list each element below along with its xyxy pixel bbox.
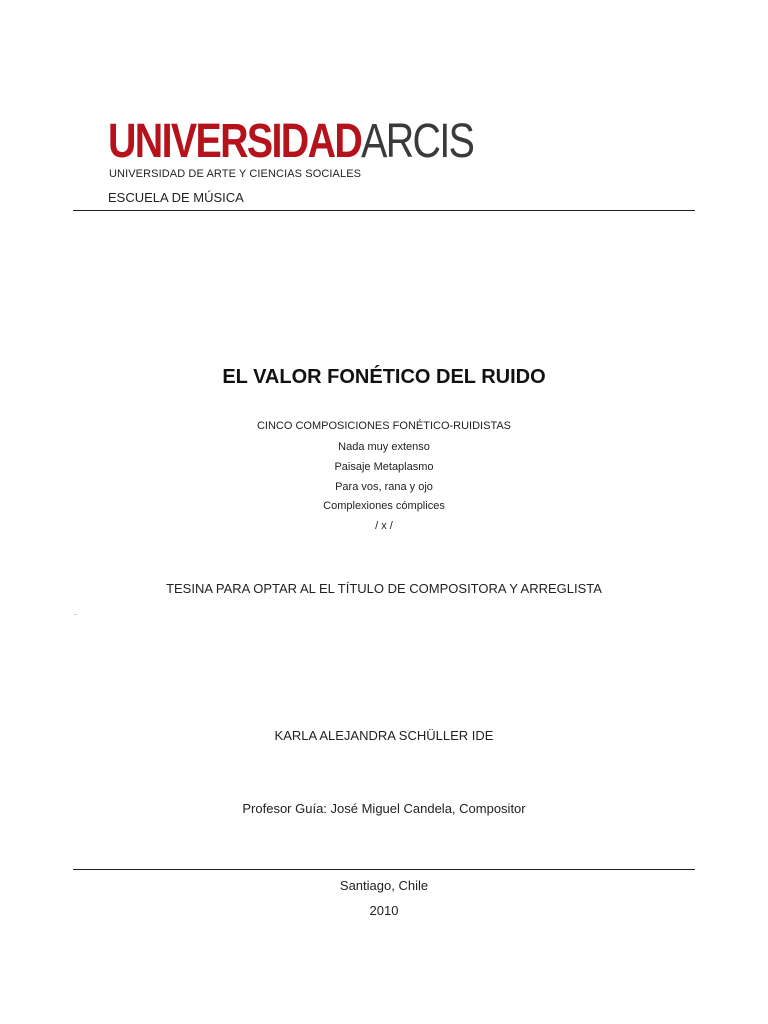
city-line: Santiago, Chile [339, 878, 429, 893]
thesis-statement: TESINA PARA OPTAR AL EL TÍTULO DE COMPOSITORA Y ARREGLISTA [166, 581, 602, 596]
piece-item: Complexiones cómplices [323, 500, 445, 512]
year-line: 2010 [369, 903, 399, 918]
logo-primary-text: UNIVERSIDAD [108, 115, 362, 168]
document-title: EL VALOR FONÉTICO DEL RUIDO [222, 366, 546, 388]
piece-item: Nada muy extenso [338, 441, 430, 453]
advisor-line: Profesor Guía: José Miguel Candela, Compositor [242, 801, 526, 816]
school-name: ESCUELA DE MÚSICA [108, 190, 244, 205]
piece-item: / x / [375, 520, 393, 532]
piece-item: Paisaje Metaplasmo [334, 461, 434, 473]
document-subtitle: CINCO COMPOSICIONES FONÉTICO-RUIDISTAS [256, 420, 512, 432]
footer-divider [73, 869, 695, 870]
author-name: KARLA ALEJANDRA SCHÜLLER IDE [274, 728, 494, 743]
piece-item: Para vos, rana y ojo [335, 481, 433, 493]
logo-wordmark [108, 115, 474, 168]
logo-subtitle: UNIVERSIDAD DE ARTE Y CIENCIAS SOCIALES [109, 168, 362, 180]
stray-mark: . [74, 608, 77, 617]
header-divider [73, 210, 695, 211]
logo-secondary-text: ARCIS [361, 115, 474, 168]
